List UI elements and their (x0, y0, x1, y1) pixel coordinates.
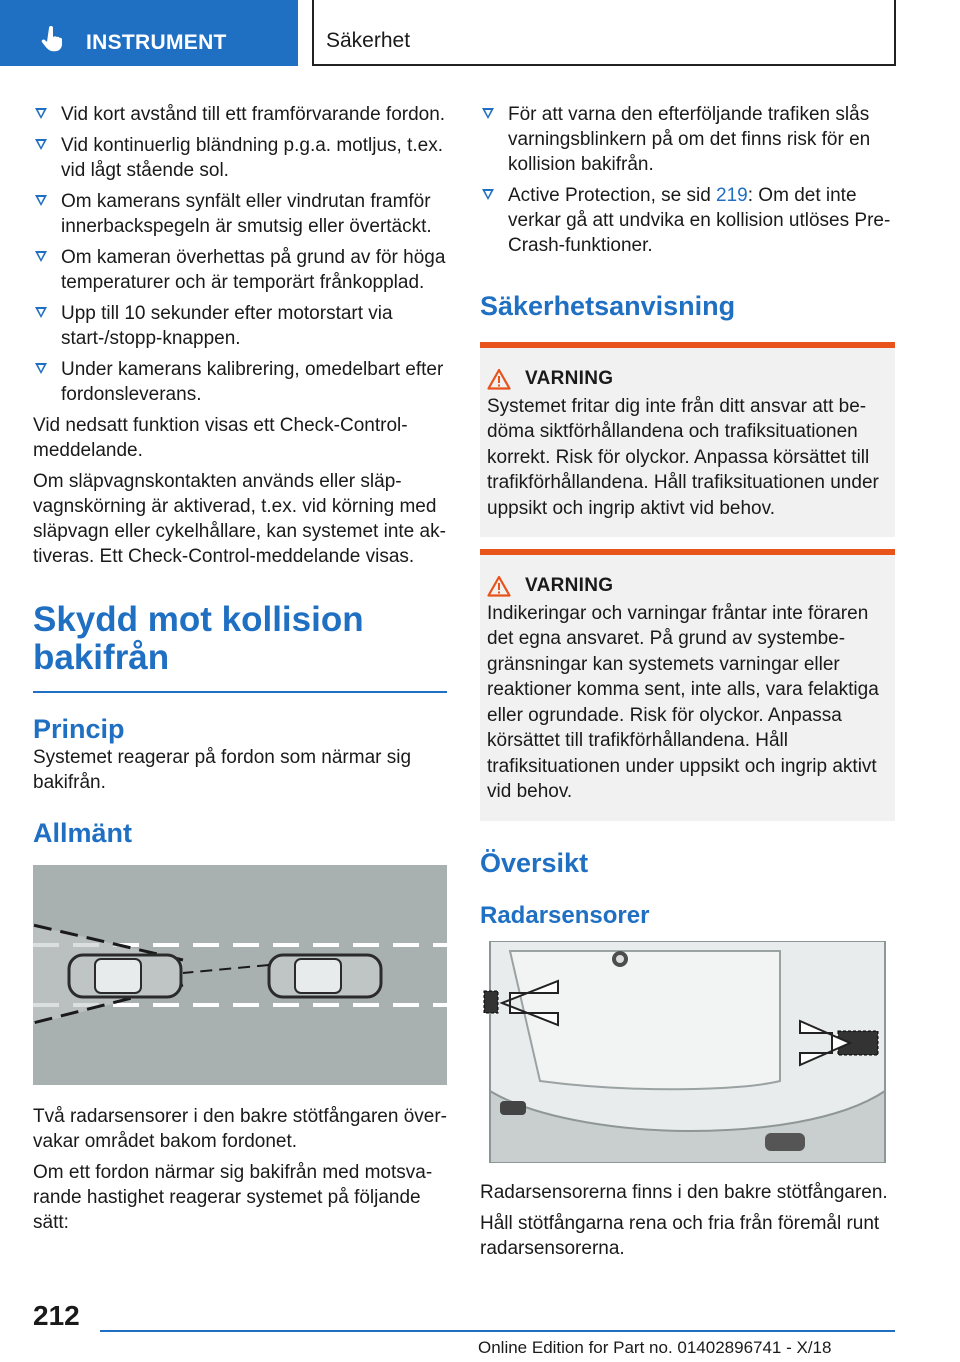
list-item-text-before: Active Protection, se sid (508, 185, 717, 206)
general-text: Om ett fordon närmar sig bakifrån med motsvarande hastighet reagerar systemet på följande sätt: (33, 1162, 433, 1233)
principle-heading: Princip (33, 714, 125, 744)
radar-coverage-illustration (33, 865, 447, 1085)
header-tab (0, 0, 298, 66)
warning-box (480, 549, 895, 821)
bullet-triangle-icon (35, 139, 47, 150)
safety-heading: Säkerhetsanvisning (480, 291, 736, 321)
list-item-text: För att varna den efterföljande trafiken slås varningsblinkern på om det finns risk för en kollision bakifrån. (508, 104, 871, 175)
page-number: 212 (33, 1300, 80, 1331)
bullet-triangle-icon (35, 108, 47, 119)
header-section-label: Säkerhet (326, 29, 411, 52)
list-item (33, 357, 447, 407)
list-item (33, 301, 447, 351)
left-column (33, 102, 447, 1241)
radar-text: Håll stötfångarna rena och fria från föremål runt radarsensorerna. (480, 1212, 880, 1259)
warning-label: VARNING (525, 575, 614, 596)
list-item-text-after: : Om det inte verkar gå att undvika en kollision utlöses Pre-Crash-funktioner. (508, 185, 891, 256)
warning-triangle-icon (487, 575, 511, 597)
bullet-triangle-icon (35, 307, 47, 318)
list-item-text: Om kamerans synfält eller vindrutan framför innerbackspegeln är smutsig eller övertäckt. (61, 191, 432, 237)
radar-heading: Radarsensorer (480, 901, 650, 929)
bullet-triangle-icon (482, 189, 494, 200)
warning-label: VARNING (525, 368, 614, 389)
bullet-triangle-icon (35, 363, 47, 374)
list-item (33, 133, 447, 183)
general-text: Två radarsensorer i den bakre stötfångaren övervakar området bakom fordonet. (33, 1106, 447, 1152)
warning-text: Indikeringar och varningar fråntar inte föraren det egna ansvaret. På grund av systembegränsningar kan systemets varningar eller reaktioner komma sent, inte alls, vara felaktiga eller ogrundade. Risk för olyckor. Anpassa körsättet till trafikförhållandena. Håll trafiksituationen under uppsikt och ingrip aktivt vid behov. (487, 602, 879, 802)
section-title: Skydd mot kollision bakifrån (33, 600, 364, 677)
radar-text: Radarsensorerna finns i den bakre stötfångaren. (480, 1181, 888, 1203)
list-item-text: Vid kort avstånd till ett framförvarande fordon. (61, 104, 446, 125)
list-item-text: Om kameran överhettas på grund av för höga temperaturer och är temporärt frånkopplad. (61, 247, 446, 293)
paragraph: Vid nedsatt funktion visas ett Check-Control-meddelande. (33, 415, 408, 461)
paragraph: Om släpvagnskontakten används eller släpvagnskörning är aktiverad, t.ex. vid körning med släpvagn eller cykelhållare, kan systemet inte aktiveras. Ett Check-Control-meddelande visas. (33, 471, 446, 567)
front-car (269, 955, 381, 997)
list-item-text: Under kamerans kalibrering, omedelbart efter fordonsleverans. (61, 359, 444, 405)
list-item (480, 102, 895, 177)
section-divider (33, 691, 447, 693)
page-reference-link[interactable]: 219 (716, 185, 748, 206)
footer-edition: Online Edition for Part no. 01402896741 - X/18 (478, 1338, 832, 1357)
header-section-box (312, 0, 896, 66)
list-item (33, 102, 447, 127)
bullet-triangle-icon (35, 251, 47, 262)
principle-text: Systemet reagerar på fordon som närmar sig bakifrån. (33, 747, 412, 793)
bullet-triangle-icon (35, 195, 47, 206)
general-heading: Allmänt (33, 818, 133, 848)
footer-divider (100, 1330, 895, 1332)
overview-heading: Översikt (480, 847, 589, 878)
list-item-text: Vid kontinuerlig bländning p.g.a. motljus, t.ex. vid lågt stående sol. (61, 135, 443, 181)
bullet-triangle-icon (482, 108, 494, 119)
list-item-text: Upp till 10 sekunder efter motorstart via start-/stopp-knappen. (61, 303, 393, 349)
warning-triangle-icon (487, 368, 511, 390)
list-item (33, 245, 447, 295)
warning-box (480, 342, 895, 537)
list-item (480, 183, 895, 258)
header-tab-label: INSTRUMENT (86, 31, 227, 54)
rear-bumper-radar-illustration (480, 941, 895, 1163)
list-item (33, 189, 447, 239)
warning-text: Systemet fritar dig inte från ditt ansvar att bedöma siktförhållandena och trafiksituationen korrekt. Risk för olyckor. Anpassa körsättet till trafikförhållandena. Håll trafiksituationen under uppsikt och ingrip aktivt vid behov. (487, 395, 879, 519)
right-column (480, 102, 895, 1267)
rear-car (69, 955, 181, 997)
hand-pointer-icon (40, 26, 66, 52)
